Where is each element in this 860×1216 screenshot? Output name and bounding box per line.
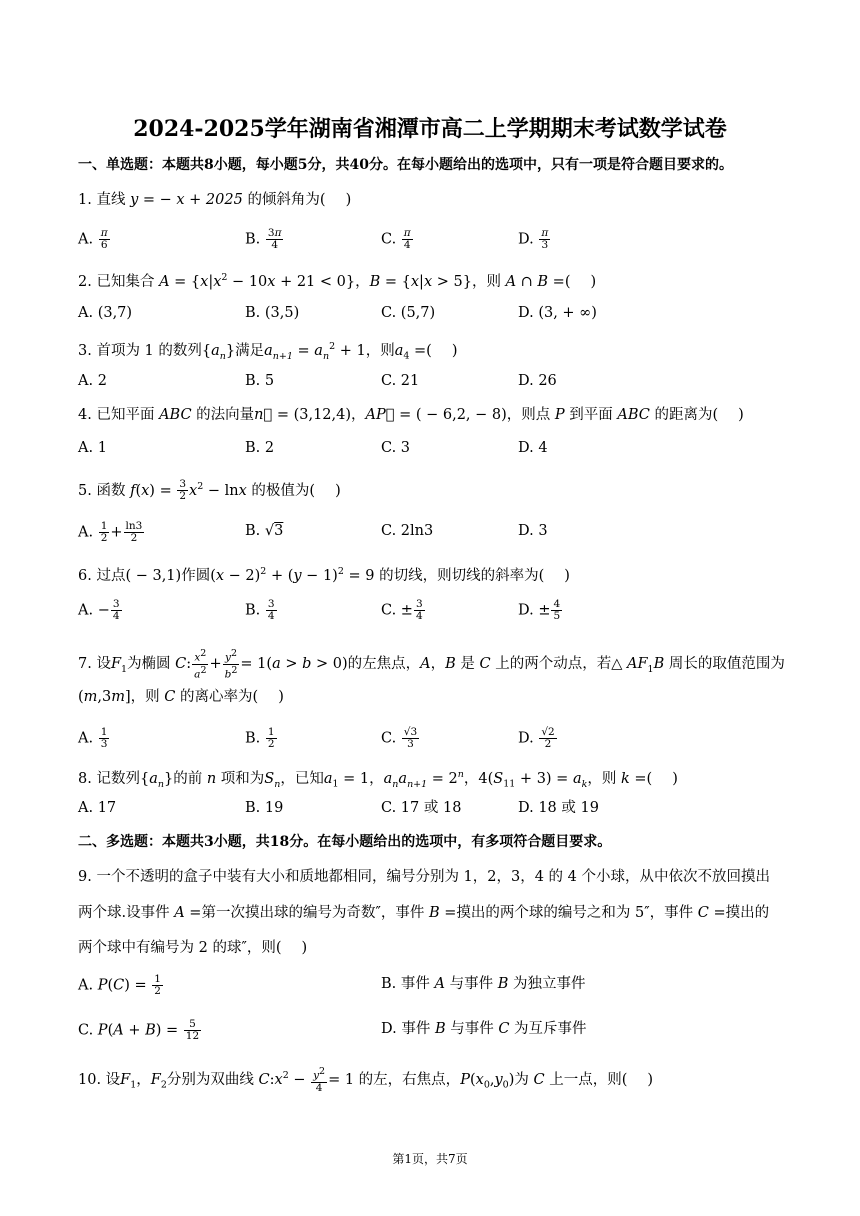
question-3: 3. 首项为 1 的数列$\{a_n\}$满足$a_{n+1} = a_n^2 + 1$，则$a_4$ =( ) [78, 341, 458, 362]
question-7-cont: (m,3m]，则 C 的离心率为( ) [78, 689, 284, 705]
q7-option-a: A. $\frac{1}{3}$ [78, 726, 108, 750]
q5-option-a: A. $\frac{1}{2}$ + $\frac{\ln 3}{2}$ [78, 520, 143, 544]
q8-option-c: C. 17 或 18 [381, 800, 462, 816]
question-1: 1. 直线 y = − x + 2025 的倾斜角为( ) [78, 192, 352, 208]
q5-option-d: D. 3 [518, 523, 548, 539]
q1-option-c: C. $\frac{\pi}{4}$ [381, 227, 411, 251]
q4-option-c: C. 3 [381, 440, 411, 456]
q6-option-d: D. ± $\frac{4}{5}$ [518, 598, 561, 622]
question-10: 10. 设$F_1$，$F_2$分别为双曲线 $C:x^2$ − $\frac{y^2}{4}$ = 1 的左，右焦点，$P(x_0,y_0)$为 C 上一点，则( ) [78, 1066, 654, 1094]
q5-option-b: B. √3 [245, 523, 284, 539]
q6-option-b: B. $\frac{3}{4}$ [245, 598, 275, 622]
q8-option-b: B. 19 [245, 800, 284, 816]
q3-option-a: A. 2 [78, 373, 107, 389]
question-5: 5. 函数 f(x) = $\frac{3}{2}$ $x^2 - \ln x$ 的极值为( ) [78, 478, 341, 503]
question-4: 4. 已知平面 ABC 的法向量n⃗ = (3,12,4)，AP⃗ = ( − 6,2, − 8)，则点 P 到平面 ABC 的距离为( ) [78, 407, 744, 423]
question-9-line-1: 9. 一个不透明的盒子中装有大小和质地都相同，编号分别为 1，2，3，4 的 4 个小球，从中依次不放回摸出 [78, 869, 771, 885]
q3-option-b: B. 5 [245, 373, 275, 389]
q3-option-c: C. 21 [381, 373, 420, 389]
q2-option-a: A. (3,7) [78, 305, 133, 321]
q2-option-b: B. (3,5) [245, 305, 300, 321]
q3-option-d: D. 26 [518, 373, 557, 389]
q1-option-d: D. $\frac{\pi}{3}$ [518, 227, 549, 251]
q2-option-c: C. (5,7) [381, 305, 436, 321]
question-9-line-2: 两个球.设事件 A =第一次摸出球的编号为奇数″，事件 B =摸出的两个球的编号之和为 5″，事件 C =摸出的 [78, 905, 770, 921]
q4-option-a: A. 1 [78, 440, 107, 456]
q6-option-a: A. − $\frac{3}{4}$ [78, 598, 120, 622]
question-2: 2. 已知集合 $A = \{x|x^2 - 10x + 21 < 0\}$，B = {x|x > 5}，则 A ∩ B =( ) [78, 272, 597, 290]
q5-option-c: C. 2ln3 [381, 523, 434, 539]
q9-option-b: B. 事件 A 与事件 B 为独立事件 [381, 976, 586, 992]
q4-option-d: D. 4 [518, 440, 548, 456]
q9-option-d: D. 事件 B 与事件 C 为互斥事件 [381, 1021, 587, 1037]
q9-option-a: A. P(C) = $\frac{1}{2}$ [78, 973, 161, 997]
q1-option-a: A. $\frac{\pi}{6}$ [78, 227, 108, 251]
q8-option-a: A. 17 [78, 800, 117, 816]
q7-option-c: C. $\frac{√3}{3}$ [381, 726, 418, 750]
q4-option-b: B. 2 [245, 440, 275, 456]
q7-option-d: D. $\frac{√2}{2}$ [518, 726, 555, 750]
q1-option-b: B. $\frac{3\pi}{4}$ [245, 227, 282, 251]
q7-option-b: B. $\frac{1}{2}$ [245, 726, 275, 750]
section-multi-choice: 二、多选题：本题共3小题，共18分。在每小题给出的选项中，有多项符合题目要求。 [78, 834, 612, 850]
q8-option-d: D. 18 或 19 [518, 800, 599, 816]
page-footer: 第1页，共7页 [392, 1152, 468, 1166]
question-8: 8. 记数列$\{a_n\}$的前 n 项和为$S_n$，已知$a_1 = 1$，$a_na_{n+1} = 2^n$，$4(S_{11} + 3) = a_k$，则 k =( ) [78, 769, 678, 790]
q2-option-d: D. (3, + ∞) [518, 305, 597, 321]
question-6: 6. 过点( − 3,1)作圆$(x - 2)^2 + (y - 1)^2 = 9$ 的切线，则切线的斜率为( ) [78, 566, 570, 584]
q9-option-c: C. P(A + B) = $\frac{5}{12}$ [78, 1018, 200, 1042]
question-9-line-3: 两个球中有编号为 2 的球″，则( ) [78, 940, 308, 956]
question-7: 7. 设$F_1$为椭圆 C: $\frac{x^2}{a^2}$ + $\frac{y^2}{b^2}$ = 1(a > b > 0)的左焦点，A，B 是 C 上的两个动点，若△ $AF_1B$ 周长的取值范围为 [78, 648, 785, 680]
section-single-choice: 一、单选题：本题共8小题，每小题5分，共40分。在每小题给出的选项中，只有一项是符合题目要求的。 [78, 157, 733, 173]
page-title: 2024-2025学年湖南省湘潭市高二上学期期末考试数学试卷 [133, 116, 727, 142]
q6-option-c: C. ± $\frac{3}{4}$ [381, 598, 423, 622]
